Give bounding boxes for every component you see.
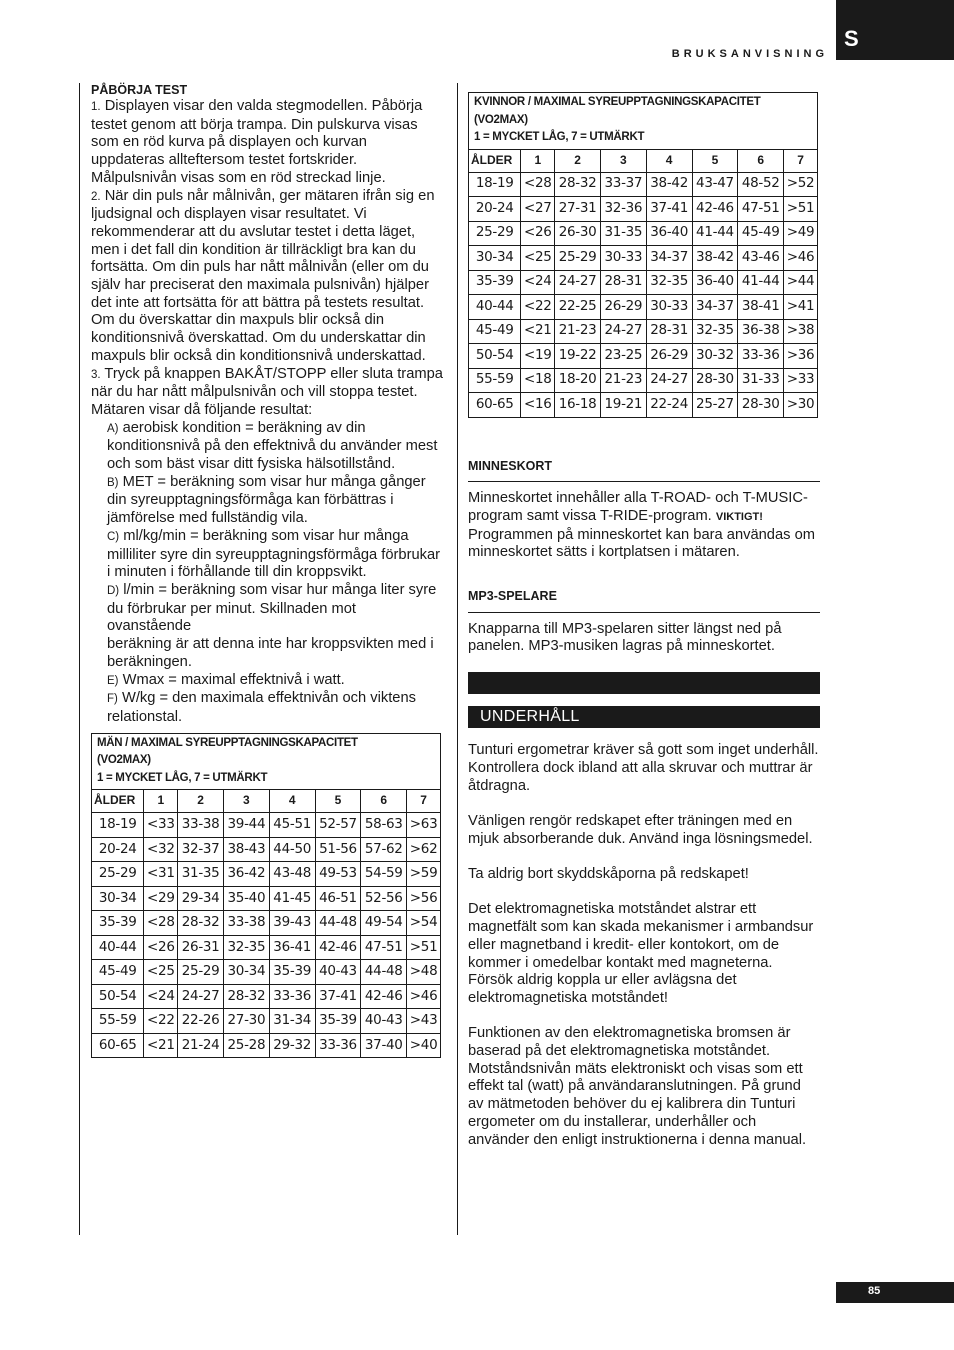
important-text: Programmen på minneskortet kan bara användas om minneskortet sätts i kortplatsen i mätaren. bbox=[468, 526, 815, 561]
age-cell: 20-24 bbox=[92, 837, 144, 862]
value-cell: 19-21 bbox=[600, 393, 646, 418]
value-cell: 24-27 bbox=[555, 270, 601, 295]
value-cell: 28-31 bbox=[646, 319, 692, 344]
men-table-header-row bbox=[92, 790, 441, 813]
value-cell: 32-35 bbox=[692, 319, 738, 344]
value-cell: 25-28 bbox=[224, 1033, 270, 1058]
value-cell: 38-43 bbox=[224, 837, 270, 862]
maintenance-paragraph: Vänligen rengör redskapet efter träningen med en mjuk absorberande duk. Använd inga lösningsmedel. bbox=[468, 812, 813, 847]
value-cell: 31-35 bbox=[178, 862, 224, 887]
age-cell: 40-44 bbox=[469, 295, 521, 320]
value-cell: >62 bbox=[407, 837, 441, 862]
value-cell: 52-56 bbox=[361, 886, 407, 911]
value-cell: 36-40 bbox=[692, 270, 738, 295]
table-row bbox=[469, 246, 818, 271]
value-cell: 35-40 bbox=[224, 886, 270, 911]
mp3-text: Knapparna till MP3-spelaren sitter längst ned på panelen. MP3-musiken lagras på minneskortet. bbox=[468, 620, 782, 655]
age-cell: 45-49 bbox=[92, 960, 144, 985]
women-table-header-cell: 2 bbox=[555, 149, 601, 172]
value-cell: 40-43 bbox=[361, 1009, 407, 1034]
value-cell: 57-62 bbox=[361, 837, 407, 862]
step-text: Displayen visar den valda stegmodellen. Påbörja testet genom att börja trampa. Din pulskurva visas som en röd kurva på displayen och kurvan uppdateras allteftersom testet fortskrider. Målpulsnivån visas som en röd streckad linje. bbox=[91, 98, 423, 186]
age-cell: 60-65 bbox=[469, 393, 521, 418]
result-letter: C) bbox=[107, 530, 120, 543]
value-cell: 26-29 bbox=[646, 344, 692, 369]
value-cell: 22-24 bbox=[646, 393, 692, 418]
value-cell: <32 bbox=[144, 837, 178, 862]
result-text: ml/kg/min = beräkning som visar hur många milliliter syre din syreupptagningsförmåga förbrukar i minuten i förhållande till din kroppsvikt. bbox=[107, 527, 441, 581]
women-table-header-cell: 6 bbox=[738, 149, 784, 172]
result-letter: D) bbox=[107, 584, 120, 597]
table-row bbox=[469, 270, 818, 295]
men-table-title-line1: MÄN / MAXIMAL SYREUPPTAGNINGSKAPACITET bbox=[97, 736, 358, 749]
value-cell: >30 bbox=[784, 393, 818, 418]
value-cell: 36-40 bbox=[646, 221, 692, 246]
start-test-step bbox=[91, 98, 443, 188]
value-cell: 22-26 bbox=[178, 1009, 224, 1034]
value-cell: 33-38 bbox=[224, 911, 270, 936]
value-cell: 40-43 bbox=[315, 960, 361, 985]
start-test-step bbox=[91, 188, 443, 366]
value-cell: 36-38 bbox=[738, 319, 784, 344]
value-cell: 41-45 bbox=[269, 886, 315, 911]
value-cell: 24-27 bbox=[646, 368, 692, 393]
start-test-steps bbox=[91, 98, 443, 420]
value-cell: >38 bbox=[784, 319, 818, 344]
maintenance-paragraph: Funktionen av den elektromagnetiska bromsen är baserad på det elektromagnetiska motståndet. Motståndsnivån mäts elektroniskt och visas som ett effekt tal (watt) på användaranslutningen. På grund av mätmetoden behöver du ej kalibrera din Tunturi ergometer om du installerar, underhåller och använder den enligt instruktionerna i denna manual. bbox=[468, 1025, 807, 1148]
value-cell: 32-36 bbox=[600, 197, 646, 222]
maintenance-paragraph: Det elektromagnetiska motståndet alstrar ett magnetfält som kan skada mekanismer i armbandsur eller magnetband i kredit- eller kontokort, om de kommer i omedelbar kontakt med magneterna. Försök aldrig koppla ur eller avlägsna det elektromagnetiska motståndet! bbox=[468, 901, 814, 1006]
value-cell: 33-36 bbox=[315, 1033, 361, 1058]
result-letter: A) bbox=[107, 422, 119, 435]
age-cell: 55-59 bbox=[92, 1009, 144, 1034]
value-cell: <33 bbox=[144, 813, 178, 838]
value-cell: 43-46 bbox=[738, 246, 784, 271]
table-row bbox=[469, 368, 818, 393]
men-table-header-cell: 7 bbox=[407, 790, 441, 813]
value-cell: 29-34 bbox=[178, 886, 224, 911]
value-cell: 32-35 bbox=[646, 270, 692, 295]
value-cell: 39-44 bbox=[224, 813, 270, 838]
value-cell: 44-48 bbox=[315, 911, 361, 936]
value-cell: 21-23 bbox=[555, 319, 601, 344]
value-cell: 28-32 bbox=[178, 911, 224, 936]
age-cell: 25-29 bbox=[469, 221, 521, 246]
result-item bbox=[91, 420, 443, 474]
men-table-header-cell: 1 bbox=[144, 790, 178, 813]
value-cell: 23-25 bbox=[600, 344, 646, 369]
result-text: Wmax = maximal effektnivå i watt. bbox=[122, 671, 345, 688]
men-table-header-cell: 5 bbox=[315, 790, 361, 813]
women-table-header-cell: 7 bbox=[784, 149, 818, 172]
men-table-title-line3: 1 = MYCKET LÅG, 7 = UTMÄRKT bbox=[97, 771, 268, 784]
value-cell: 35-39 bbox=[269, 960, 315, 985]
value-cell: 48-52 bbox=[738, 172, 784, 197]
value-cell: 34-37 bbox=[646, 246, 692, 271]
women-table-title-line2: (VO2MAX) bbox=[474, 113, 528, 126]
table-row bbox=[92, 886, 441, 911]
value-cell: >51 bbox=[407, 935, 441, 960]
value-cell: 18-20 bbox=[555, 368, 601, 393]
right-column bbox=[468, 92, 820, 1149]
table-row bbox=[469, 172, 818, 197]
value-cell: 46-51 bbox=[315, 886, 361, 911]
value-cell: 58-63 bbox=[361, 813, 407, 838]
result-item bbox=[91, 690, 443, 726]
value-cell: 45-49 bbox=[738, 221, 784, 246]
value-cell: 47-51 bbox=[738, 197, 784, 222]
value-cell: 27-31 bbox=[555, 197, 601, 222]
value-cell: 42-46 bbox=[315, 935, 361, 960]
women-table-header-cell: ÅLDER bbox=[469, 149, 521, 172]
value-cell: 33-36 bbox=[269, 984, 315, 1009]
value-cell: <31 bbox=[144, 862, 178, 887]
value-cell: 30-34 bbox=[224, 960, 270, 985]
value-cell: <22 bbox=[144, 1009, 178, 1034]
value-cell: 39-43 bbox=[269, 911, 315, 936]
manual-header-label: BRUKSANVISNING bbox=[671, 48, 828, 60]
value-cell: 27-30 bbox=[224, 1009, 270, 1034]
value-cell: 37-41 bbox=[315, 984, 361, 1009]
table-row bbox=[92, 862, 441, 887]
value-cell: <27 bbox=[521, 197, 555, 222]
table-row bbox=[92, 813, 441, 838]
men-table-header-cell: 4 bbox=[269, 790, 315, 813]
men-table-title bbox=[92, 733, 441, 790]
men-table-header-cell: ÅLDER bbox=[92, 790, 144, 813]
women-table-title bbox=[469, 93, 818, 150]
table-row bbox=[469, 221, 818, 246]
value-cell: <29 bbox=[144, 886, 178, 911]
value-cell: 37-41 bbox=[646, 197, 692, 222]
mp3-heading: MP3-SPELARE bbox=[468, 588, 820, 613]
value-cell: <24 bbox=[144, 984, 178, 1009]
value-cell: 28-32 bbox=[555, 172, 601, 197]
men-table-header-cell: 3 bbox=[224, 790, 270, 813]
value-cell: 30-33 bbox=[646, 295, 692, 320]
important-label: VIKTIGT! bbox=[715, 510, 763, 523]
age-cell: 55-59 bbox=[469, 368, 521, 393]
women-table-title-line1: KVINNOR / MAXIMAL SYREUPPTAGNINGSKAPACITET bbox=[474, 96, 761, 108]
value-cell: 38-42 bbox=[646, 172, 692, 197]
language-tab: S bbox=[836, 0, 954, 60]
value-cell: 33-37 bbox=[600, 172, 646, 197]
value-cell: >44 bbox=[784, 270, 818, 295]
result-item bbox=[91, 582, 443, 672]
women-table-title-line3: 1 = MYCKET LÅG, 7 = UTMÄRKT bbox=[474, 131, 645, 143]
value-cell: >33 bbox=[784, 368, 818, 393]
women-table-header-cell: 3 bbox=[600, 149, 646, 172]
value-cell: >41 bbox=[784, 295, 818, 320]
age-cell: 30-34 bbox=[92, 886, 144, 911]
value-cell: >56 bbox=[407, 886, 441, 911]
section-divider-bar bbox=[468, 672, 820, 694]
age-cell: 50-54 bbox=[469, 344, 521, 369]
maintenance-paragraph: Ta aldrig bort skyddskåporna på redskapet! bbox=[468, 866, 749, 883]
step-text: Tryck på knappen BAKÅT/STOPP eller sluta trampa när du har nått målpulsnivån och vill stoppa testet. Mätaren visar då följande resultat: bbox=[91, 365, 443, 418]
value-cell: >48 bbox=[407, 960, 441, 985]
age-cell: 50-54 bbox=[92, 984, 144, 1009]
center-column-rule bbox=[457, 83, 458, 1235]
value-cell: 49-54 bbox=[361, 911, 407, 936]
value-cell: 54-59 bbox=[361, 862, 407, 887]
value-cell: 31-35 bbox=[600, 221, 646, 246]
value-cell: <26 bbox=[144, 935, 178, 960]
value-cell: <21 bbox=[521, 319, 555, 344]
value-cell: 49-53 bbox=[315, 862, 361, 887]
value-cell: 25-29 bbox=[555, 246, 601, 271]
age-cell: 60-65 bbox=[92, 1033, 144, 1058]
age-cell: 45-49 bbox=[469, 319, 521, 344]
value-cell: 38-41 bbox=[738, 295, 784, 320]
value-cell: >63 bbox=[407, 813, 441, 838]
table-row bbox=[92, 911, 441, 936]
women-table-header-cell: 5 bbox=[692, 149, 738, 172]
value-cell: >36 bbox=[784, 344, 818, 369]
value-cell: 26-30 bbox=[555, 221, 601, 246]
memory-card-text bbox=[468, 490, 820, 562]
table-row bbox=[92, 935, 441, 960]
step-number: 2. bbox=[91, 190, 101, 203]
value-cell: 41-44 bbox=[692, 221, 738, 246]
value-cell: 34-37 bbox=[692, 295, 738, 320]
value-cell: >46 bbox=[784, 246, 818, 271]
value-cell: >51 bbox=[784, 197, 818, 222]
value-cell: 25-27 bbox=[692, 393, 738, 418]
value-cell: <18 bbox=[521, 368, 555, 393]
value-cell: 28-30 bbox=[738, 393, 784, 418]
value-cell: <16 bbox=[521, 393, 555, 418]
value-cell: >52 bbox=[784, 172, 818, 197]
value-cell: <28 bbox=[144, 911, 178, 936]
value-cell: <26 bbox=[521, 221, 555, 246]
value-cell: 43-47 bbox=[692, 172, 738, 197]
step-text: När din puls når målnivån, ger mätaren ifrån sig en ljudsignal och displayen visar resultatet. Vi rekommenderar att du avslutar testet i detta läget, men i det fall din kondition är tillräckligt bra kan du fortsätta. Om din puls har nått målnivån (eller om du själv har preciserat den maximala pulsnivån) hjälper det inte att fortsätta för att bättra på testets resultat. Om du överskattar din maxpuls blir också din konditionsnivå överskattad. Om du underskattar din maxpuls blir också din konditionsnivå underskattad. bbox=[91, 187, 435, 364]
age-cell: 18-19 bbox=[92, 813, 144, 838]
step-number: 3. bbox=[91, 368, 101, 381]
value-cell: 26-31 bbox=[178, 935, 224, 960]
memory-card-body: Minneskortet innehåller alla T-ROAD- och T-MUSIC-program samt vissa T-RIDE-program. bbox=[468, 490, 808, 524]
value-cell: 37-40 bbox=[361, 1033, 407, 1058]
men-vo2max-table bbox=[91, 733, 441, 1059]
value-cell: 36-41 bbox=[269, 935, 315, 960]
left-column-rule bbox=[79, 83, 80, 1235]
table-row bbox=[469, 344, 818, 369]
table-row bbox=[92, 837, 441, 862]
age-cell: 35-39 bbox=[92, 911, 144, 936]
maintenance-paragraph: Tunturi ergometrar kräver så gott som inget underhåll. Kontrollera dock ibland att alla skruvar och muttrar är åtdragna. bbox=[468, 742, 819, 794]
page-number: 85 bbox=[836, 1282, 954, 1303]
men-table-title-line2: (VO2MAX) bbox=[97, 754, 151, 767]
men-table-header-cell: 2 bbox=[178, 790, 224, 813]
step-number: 1. bbox=[91, 101, 101, 113]
test-results-list bbox=[91, 420, 443, 727]
table-row bbox=[92, 960, 441, 985]
table-row bbox=[92, 984, 441, 1009]
value-cell: 21-23 bbox=[600, 368, 646, 393]
women-table-header-cell: 4 bbox=[646, 149, 692, 172]
value-cell: 31-34 bbox=[269, 1009, 315, 1034]
value-cell: 47-51 bbox=[361, 935, 407, 960]
value-cell: >59 bbox=[407, 862, 441, 887]
age-cell: 30-34 bbox=[469, 246, 521, 271]
value-cell: <25 bbox=[521, 246, 555, 271]
value-cell: 33-38 bbox=[178, 813, 224, 838]
result-text: l/min = beräkning som visar hur många liter syre du förbrukar per minut. Skillnaden mot ovanstående bbox=[107, 581, 437, 635]
value-cell: 38-42 bbox=[692, 246, 738, 271]
women-table-header-row bbox=[469, 149, 818, 172]
value-cell: 28-31 bbox=[600, 270, 646, 295]
value-cell: 19-22 bbox=[555, 344, 601, 369]
maintenance-heading: UNDERHÅLL bbox=[468, 706, 820, 728]
result-item bbox=[91, 474, 443, 528]
value-cell: >43 bbox=[407, 1009, 441, 1034]
value-cell: 41-44 bbox=[738, 270, 784, 295]
age-cell: 20-24 bbox=[469, 197, 521, 222]
value-cell: 42-46 bbox=[692, 197, 738, 222]
age-cell: 25-29 bbox=[92, 862, 144, 887]
value-cell: 52-57 bbox=[315, 813, 361, 838]
value-cell: 24-27 bbox=[178, 984, 224, 1009]
value-cell: <28 bbox=[521, 172, 555, 197]
value-cell: <25 bbox=[144, 960, 178, 985]
value-cell: <22 bbox=[521, 295, 555, 320]
value-cell: 29-32 bbox=[269, 1033, 315, 1058]
result-letter: F) bbox=[107, 693, 118, 706]
value-cell: 22-25 bbox=[555, 295, 601, 320]
value-cell: 31-33 bbox=[738, 368, 784, 393]
value-cell: 16-18 bbox=[555, 393, 601, 418]
table-row bbox=[469, 319, 818, 344]
value-cell: >40 bbox=[407, 1033, 441, 1058]
result-text: W/kg = den maximala effektnivån och viktens relationstal. bbox=[107, 690, 416, 725]
result-item bbox=[91, 672, 443, 691]
table-row bbox=[469, 197, 818, 222]
value-cell: >46 bbox=[407, 984, 441, 1009]
value-cell: 44-50 bbox=[269, 837, 315, 862]
value-cell: <19 bbox=[521, 344, 555, 369]
value-cell: 30-32 bbox=[692, 344, 738, 369]
maintenance-body bbox=[468, 742, 820, 1149]
value-cell: 32-37 bbox=[178, 837, 224, 862]
value-cell: 35-39 bbox=[315, 1009, 361, 1034]
result-text: MET = beräkning som visar hur många gånger din syreupptagningsförmåga kan förbättras i jämförelse med fullständig vila. bbox=[107, 473, 426, 527]
value-cell: 25-29 bbox=[178, 960, 224, 985]
value-cell: 33-36 bbox=[738, 344, 784, 369]
age-cell: 40-44 bbox=[92, 935, 144, 960]
value-cell: >49 bbox=[784, 221, 818, 246]
value-cell: <21 bbox=[144, 1033, 178, 1058]
start-test-heading: PÅBÖRJA TEST bbox=[91, 83, 188, 97]
table-row bbox=[469, 393, 818, 418]
age-cell: 35-39 bbox=[469, 270, 521, 295]
start-test-step bbox=[91, 366, 443, 420]
result-letter: B) bbox=[107, 476, 119, 489]
table-row bbox=[469, 295, 818, 320]
value-cell: 43-48 bbox=[269, 862, 315, 887]
value-cell: 28-30 bbox=[692, 368, 738, 393]
men-table-header-cell: 6 bbox=[361, 790, 407, 813]
value-cell: 24-27 bbox=[600, 319, 646, 344]
value-cell: 36-42 bbox=[224, 862, 270, 887]
value-cell: <24 bbox=[521, 270, 555, 295]
result-letter: E) bbox=[107, 674, 119, 687]
value-cell: 32-35 bbox=[224, 935, 270, 960]
value-cell: 28-32 bbox=[224, 984, 270, 1009]
women-vo2max-table bbox=[468, 92, 818, 418]
table-row bbox=[92, 1009, 441, 1034]
value-cell: 51-56 bbox=[315, 837, 361, 862]
result-item bbox=[91, 528, 443, 582]
value-cell: 21-24 bbox=[178, 1033, 224, 1058]
value-cell: >54 bbox=[407, 911, 441, 936]
women-table-header-cell: 1 bbox=[521, 149, 555, 172]
left-column bbox=[91, 82, 443, 1058]
value-cell: 30-33 bbox=[600, 246, 646, 271]
value-cell: 44-48 bbox=[361, 960, 407, 985]
value-cell: 26-29 bbox=[600, 295, 646, 320]
value-cell: 45-51 bbox=[269, 813, 315, 838]
result-text: aerobisk kondition = beräkning av din konditionsnivå på den effektnivå du använder mest och som bäst visar ditt fysiska hälsotillstånd. bbox=[107, 419, 438, 473]
result-text-continued: beräkning är att denna inte har kroppsvikten med i beräkningen. bbox=[107, 636, 434, 670]
age-cell: 18-19 bbox=[469, 172, 521, 197]
table-row bbox=[92, 1033, 441, 1058]
memory-card-heading: MINNESKORT bbox=[468, 458, 820, 483]
value-cell: 42-46 bbox=[361, 984, 407, 1009]
